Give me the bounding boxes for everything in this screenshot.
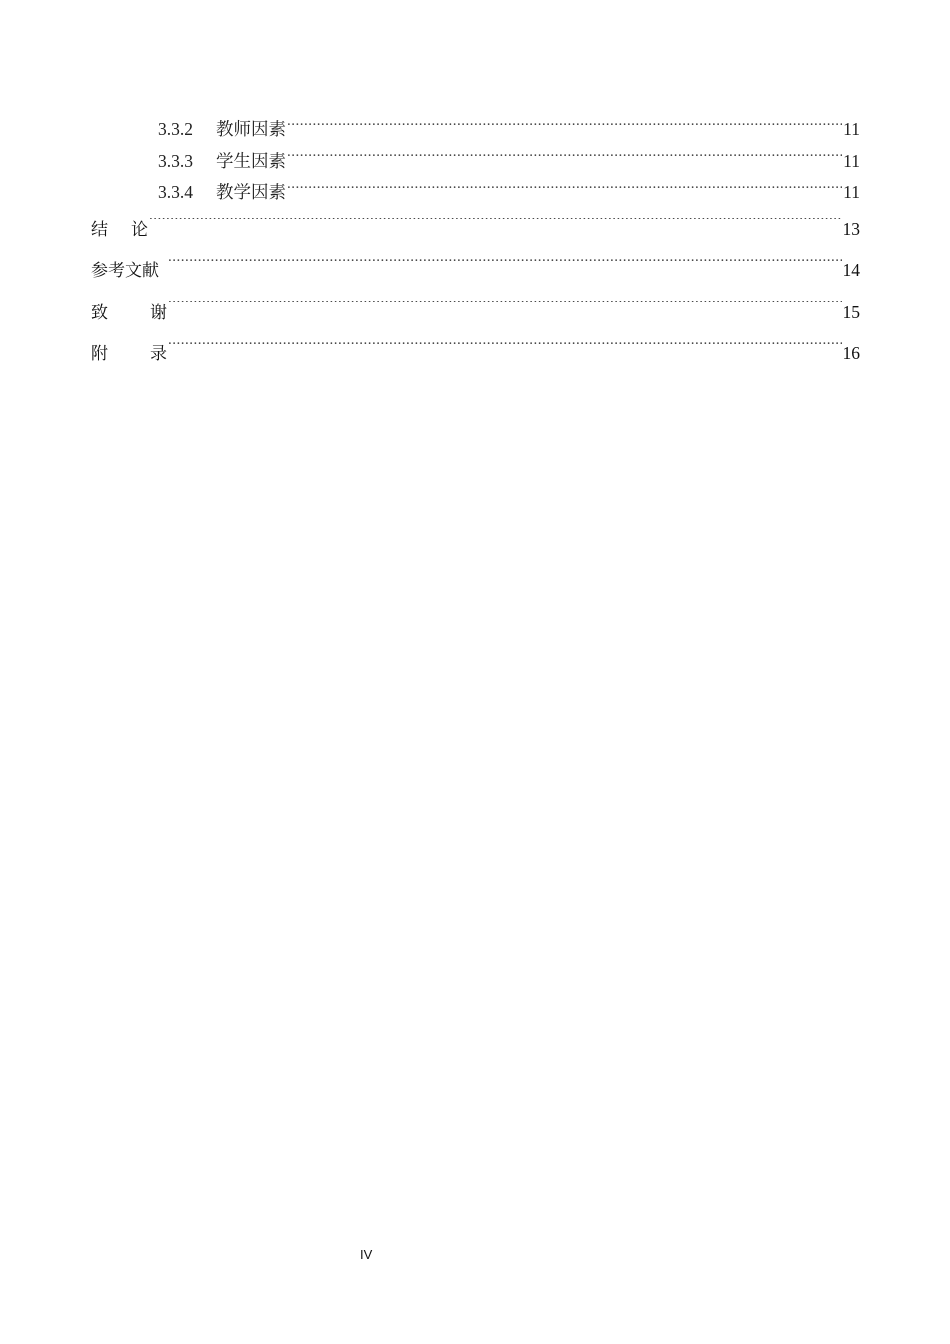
table-of-contents	[91, 114, 860, 375]
toc-entry-title	[91, 334, 167, 376]
title-char: 附	[91, 344, 108, 364]
toc-entry-page: 11	[843, 182, 860, 202]
toc-entry-page: 13	[842, 218, 860, 239]
toc-entry-page: 11	[843, 150, 860, 171]
title-char: 结	[91, 219, 108, 240]
toc-entry-appendix[interactable]	[91, 333, 860, 375]
title-char: 论	[131, 219, 148, 240]
toc-entry-3-3-4[interactable]	[91, 177, 860, 209]
toc-entry-page: 15	[842, 301, 860, 322]
title-char: 录	[150, 344, 167, 364]
dot-leader	[287, 118, 842, 136]
toc-entry-number: 3.3.4	[158, 182, 193, 202]
toc-entry-page: 14	[842, 260, 860, 280]
toc-entry-title	[91, 210, 148, 252]
toc-entry-title: 参考文献	[91, 261, 159, 281]
toc-entry-title: 教学因素	[216, 182, 286, 202]
toc-entry-number: 3.3.3	[158, 150, 193, 171]
toc-entry-page: 16	[842, 343, 860, 363]
title-char: 谢	[150, 302, 167, 323]
toc-entry-title: 教师因素	[216, 119, 286, 139]
title-char: 致	[91, 302, 108, 323]
toc-entry-page: 11	[843, 119, 860, 139]
toc-entry-acknowledgements[interactable]	[91, 292, 860, 334]
page-number: IV	[360, 1247, 373, 1262]
toc-entry-number: 3.3.2	[158, 119, 193, 139]
toc-entry-title	[91, 293, 167, 335]
toc-entry-3-3-3[interactable]	[91, 146, 860, 178]
toc-entry-3-3-2[interactable]	[91, 114, 860, 146]
dot-leader	[168, 342, 842, 359]
dot-leader	[168, 301, 842, 318]
dot-leader	[168, 259, 842, 276]
toc-entry-title: 学生因素	[216, 150, 286, 171]
dot-leader	[149, 218, 842, 235]
toc-entry-conclusion[interactable]	[91, 209, 860, 251]
toc-entry-references[interactable]	[91, 250, 860, 292]
dot-leader	[287, 149, 842, 167]
dot-leader	[287, 181, 842, 199]
